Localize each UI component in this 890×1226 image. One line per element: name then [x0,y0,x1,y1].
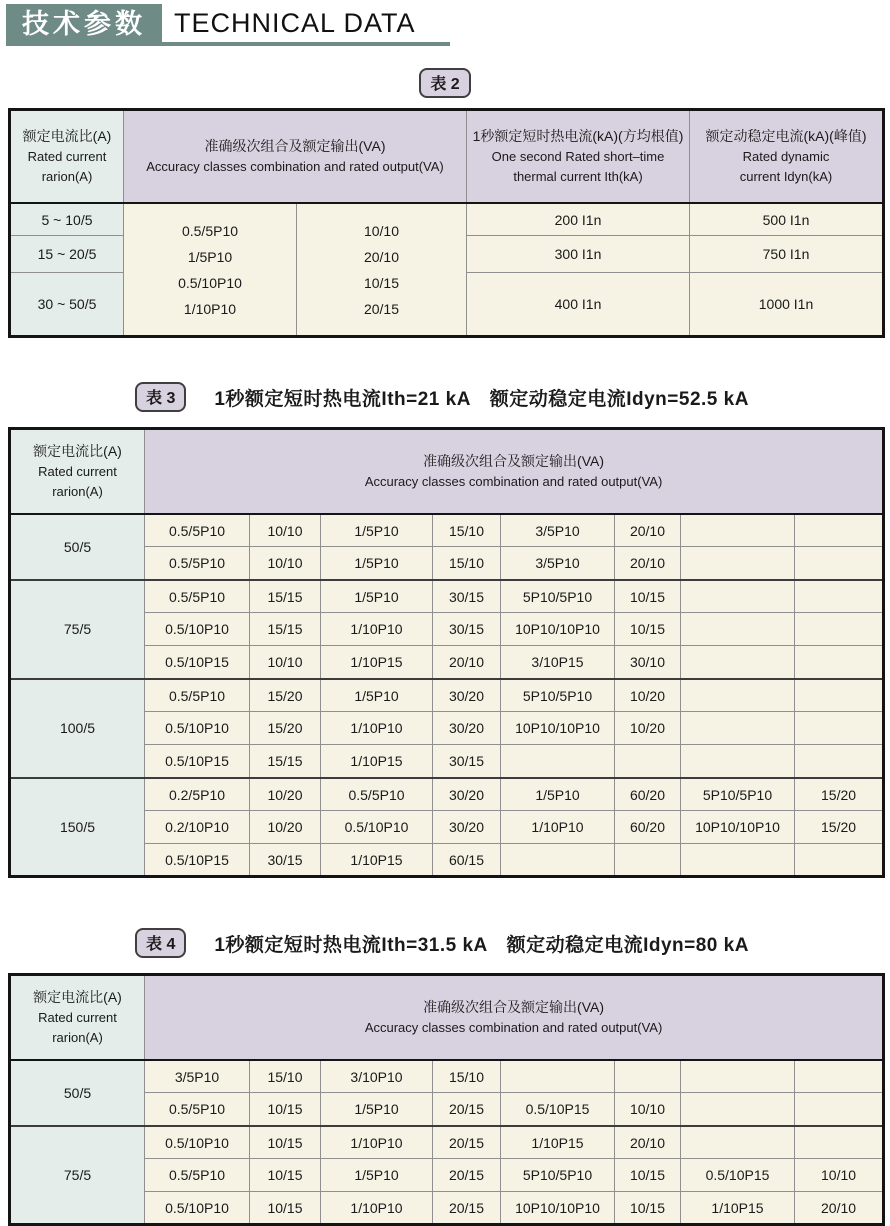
data-cell [681,514,795,547]
data-cell: 10/15 [615,613,681,646]
table3-title: 1秒额定短时热电流Ith=21 kA 额定动稳定电流Idyn=52.5 kA [214,388,749,410]
data-cell: 10/15 [250,1159,321,1192]
data-cell: 30/20 [433,679,501,712]
page-title-zh: 技术参数 [6,4,162,46]
data-cell: 0.5/5P10 [321,778,433,811]
data-cell: 10P10/10P10 [501,712,615,745]
table4-title-row [135,928,882,958]
data-cell: 0.5/5P10 [145,547,250,580]
data-cell [615,745,681,778]
table2-badge: 表 2 [419,68,470,98]
table-row [10,1126,884,1159]
data-cell: 20/10 [615,547,681,580]
data-cell: 0.5/10P15 [145,844,250,877]
table2-badge-row [8,68,882,98]
data-cell: 0.5/10P15 [681,1159,795,1192]
output-list-cell: 10/10 20/10 10/15 20/15 [297,203,467,337]
data-cell: 1/5P10 [321,679,433,712]
table-row [10,580,884,613]
data-cell [501,745,615,778]
data-cell: 15/15 [250,613,321,646]
data-cell [795,514,884,547]
data-cell [795,844,884,877]
ratio-cell: 30 ~ 50/5 [10,273,124,337]
data-cell: 10/15 [250,1093,321,1126]
ratio-cell: 75/5 [10,580,145,679]
data-cell: 10/20 [615,712,681,745]
thermal-cell: 400 I1n [467,273,690,337]
data-cell: 15/15 [250,580,321,613]
data-cell: 1/5P10 [321,547,433,580]
data-cell: 1/10P10 [321,613,433,646]
data-cell: 1/10P10 [321,1126,433,1159]
data-cell: 1/5P10 [321,580,433,613]
data-cell [795,712,884,745]
thermal-cell: 300 I1n [467,236,690,273]
dynamic-cell: 500 I1n [690,203,884,236]
data-cell: 10P10/10P10 [681,811,795,844]
data-cell [501,1060,615,1093]
table2-header-accuracy: 准确级次组合及额定输出(VA) Accuracy classes combination and rated output(VA) [124,110,467,203]
data-cell: 0.5/10P10 [145,613,250,646]
data-cell [795,646,884,679]
data-cell: 10/10 [250,547,321,580]
data-cell: 15/10 [433,1060,501,1093]
data-cell: 1/10P15 [501,1126,615,1159]
data-cell [795,1060,884,1093]
data-cell: 10P10/10P10 [501,1192,615,1225]
table4-header-ratio: 额定电流比(A) Rated current rarion(A) [10,975,145,1060]
data-cell: 1/10P15 [321,844,433,877]
data-cell: 0.5/5P10 [145,679,250,712]
data-cell: 20/15 [433,1093,501,1126]
table3-header-ratio: 额定电流比(A) Rated current rarion(A) [10,429,145,514]
data-cell: 1/5P10 [321,1093,433,1126]
page-title-underline [162,4,450,46]
data-cell: 15/20 [250,679,321,712]
data-cell: 1/10P10 [321,1192,433,1225]
data-cell: 5P10/5P10 [501,1159,615,1192]
data-cell: 30/15 [433,745,501,778]
thermal-cell: 200 I1n [467,203,690,236]
ratio-cell: 75/5 [10,1126,145,1225]
table2-header-thermal: 1秒额定短时热电流(kA)(方均根值) One second Rated short–time thermal current Ith(kA) [467,110,690,203]
data-cell [795,1093,884,1126]
data-cell: 15/15 [250,745,321,778]
accuracy-list-cell: 0.5/5P10 1/5P10 0.5/10P10 1/10P10 [124,203,297,337]
data-cell: 10/10 [250,514,321,547]
data-cell: 10/10 [795,1159,884,1192]
table-row [10,778,884,811]
data-cell: 60/15 [433,844,501,877]
data-cell [681,712,795,745]
table3-header-accuracy: 准确级次组合及额定输出(VA) Accuracy classes combination and rated output(VA) [145,429,884,514]
data-cell [795,1126,884,1159]
data-cell: 30/10 [615,646,681,679]
data-cell: 20/10 [795,1192,884,1225]
data-cell: 1/10P10 [501,811,615,844]
data-cell: 20/10 [615,514,681,547]
data-cell: 60/20 [615,778,681,811]
table-row [10,1060,884,1093]
ratio-cell: 150/5 [10,778,145,877]
data-cell [795,580,884,613]
data-cell: 1/10P15 [321,646,433,679]
data-cell: 10/10 [615,1093,681,1126]
table2-header-dynamic: 额定动稳定电流(kA)(峰值) Rated dynamic current Idyn(kA) [690,110,884,203]
data-cell [615,844,681,877]
data-cell: 20/15 [433,1192,501,1225]
data-cell: 30/20 [433,712,501,745]
data-cell: 0.5/10P10 [321,811,433,844]
data-cell: 0.5/5P10 [145,580,250,613]
ratio-cell: 50/5 [10,514,145,580]
data-cell: 10/15 [615,1192,681,1225]
ratio-cell: 15 ~ 20/5 [10,236,124,273]
data-cell [681,1060,795,1093]
data-cell: 3/10P10 [321,1060,433,1093]
data-cell: 3/5P10 [501,547,615,580]
data-cell: 10/15 [615,580,681,613]
data-cell [795,613,884,646]
data-cell: 0.5/10P10 [145,1126,250,1159]
data-cell: 5P10/5P10 [501,679,615,712]
data-cell: 10/15 [250,1192,321,1225]
table4 [8,973,885,1226]
dynamic-cell: 750 I1n [690,236,884,273]
data-cell: 3/5P10 [501,514,615,547]
data-cell [681,646,795,679]
data-cell: 0.5/10P10 [145,1192,250,1225]
data-cell [681,613,795,646]
data-cell [681,1126,795,1159]
table3-header-row [10,429,884,514]
data-cell: 15/20 [250,712,321,745]
data-cell [501,844,615,877]
data-cell [681,679,795,712]
table4-header-accuracy: 准确级次组合及额定输出(VA) Accuracy classes combination and rated output(VA) [145,975,884,1060]
data-cell [681,547,795,580]
table2 [8,108,885,338]
data-cell [681,1093,795,1126]
data-cell: 15/20 [795,778,884,811]
data-cell: 10/10 [250,646,321,679]
data-cell: 0.5/10P15 [145,745,250,778]
data-cell: 15/20 [795,811,884,844]
table2-header-ratio: 额定电流比(A) Rated current rarion(A) [10,110,124,203]
table-row [10,679,884,712]
data-cell: 5P10/5P10 [501,580,615,613]
table4-title: 1秒额定短时热电流Ith=31.5 kA 额定动稳定电流Idyn=80 kA [214,934,749,956]
dynamic-cell: 1000 I1n [690,273,884,337]
table3 [8,427,885,878]
data-cell: 20/15 [433,1159,501,1192]
data-cell: 0.2/10P10 [145,811,250,844]
data-cell: 1/10P15 [321,745,433,778]
data-cell: 3/5P10 [145,1060,250,1093]
data-cell: 1/10P15 [681,1192,795,1225]
data-cell: 20/10 [615,1126,681,1159]
table3-badge: 表 3 [135,382,186,412]
data-cell [795,547,884,580]
data-cell: 15/10 [433,547,501,580]
data-cell: 0.5/5P10 [145,1159,250,1192]
table2-row [10,203,884,236]
data-cell: 1/10P10 [321,712,433,745]
data-cell: 0.5/5P10 [145,514,250,547]
table4-badge: 表 4 [135,928,186,958]
data-cell: 10/20 [250,778,321,811]
data-cell: 0.5/10P15 [145,646,250,679]
data-cell: 0.5/5P10 [145,1093,250,1126]
data-cell: 30/20 [433,811,501,844]
data-cell: 5P10/5P10 [681,778,795,811]
table3-title-row [135,382,882,412]
ratio-cell: 50/5 [10,1060,145,1126]
data-cell: 15/10 [433,514,501,547]
data-cell: 10/15 [250,1126,321,1159]
data-cell: 30/20 [433,778,501,811]
data-cell: 30/15 [250,844,321,877]
data-cell: 30/15 [433,580,501,613]
data-cell [681,745,795,778]
data-cell: 15/10 [250,1060,321,1093]
page-header [6,4,882,46]
data-cell [681,844,795,877]
data-cell [615,1060,681,1093]
data-cell: 10P10/10P10 [501,613,615,646]
data-cell: 3/10P15 [501,646,615,679]
data-cell [795,745,884,778]
data-cell [795,679,884,712]
data-cell: 1/5P10 [321,514,433,547]
data-cell: 20/15 [433,1126,501,1159]
table2-header-row [10,110,884,203]
data-cell: 10/15 [615,1159,681,1192]
data-cell: 0.2/5P10 [145,778,250,811]
data-cell: 1/5P10 [501,778,615,811]
data-cell: 10/20 [615,679,681,712]
data-cell: 30/15 [433,613,501,646]
data-cell: 0.5/10P10 [145,712,250,745]
table-row [10,514,884,547]
data-cell: 60/20 [615,811,681,844]
ratio-cell: 100/5 [10,679,145,778]
data-cell: 0.5/10P15 [501,1093,615,1126]
page-title-en: TECHNICAL DATA [174,8,416,39]
data-cell [681,580,795,613]
data-cell: 10/20 [250,811,321,844]
data-cell: 1/5P10 [321,1159,433,1192]
table4-header-row [10,975,884,1060]
data-cell: 20/10 [433,646,501,679]
ratio-cell: 5 ~ 10/5 [10,203,124,236]
